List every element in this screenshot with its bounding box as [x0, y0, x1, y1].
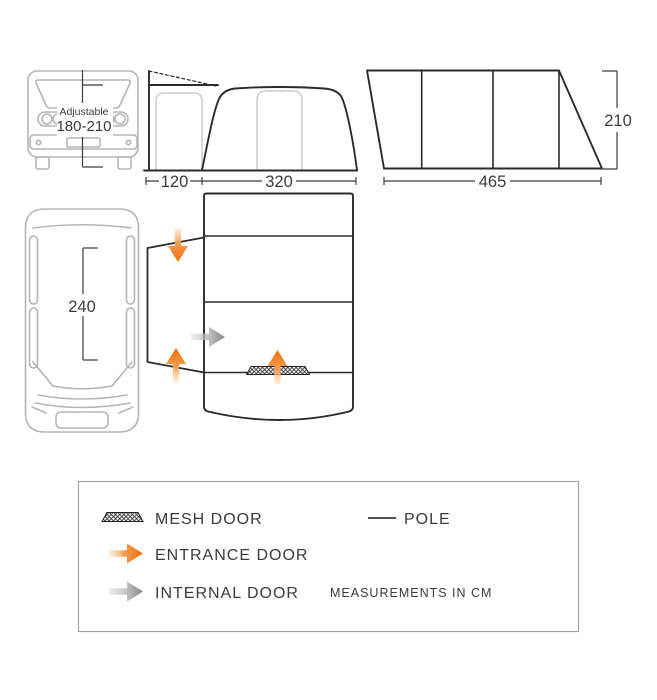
- van-length-label: 240: [68, 298, 96, 316]
- internal-door-arrow: [191, 327, 225, 347]
- body-width-label: 320: [265, 173, 293, 191]
- legend-pole-label: POLE: [404, 511, 451, 528]
- van-bumper-detail-left: [36, 140, 40, 144]
- van-front-corner-left: [32, 407, 46, 413]
- van-windshield: [33, 362, 132, 389]
- front-width-label: 465: [478, 173, 507, 191]
- awning-side-view: [144, 71, 357, 171]
- door-arrows: [166, 228, 288, 384]
- legend-entrance-door-label: ENTRANCE DOOR: [155, 547, 309, 564]
- awning-floor-plan: [148, 194, 354, 421]
- van-left-wheel: [36, 157, 49, 169]
- van-length-dimension: [63, 248, 103, 360]
- awning-dome-outline: [202, 87, 357, 170]
- side-view-dimensions: [146, 173, 356, 191]
- awning-door-outline: [257, 91, 302, 169]
- van-left-rail-rear: [30, 236, 38, 304]
- entrance-door-arrow-icon: [109, 544, 143, 564]
- adjustable-label: Adjustable: [59, 106, 109, 118]
- rear-height-dimension: [56, 70, 113, 167]
- awning-front-view: [367, 71, 602, 169]
- entrance-door-arrow-top: [168, 228, 188, 262]
- van-bumper-detail-right: [126, 140, 130, 144]
- adjustable-connection-dashed-line: [149, 71, 216, 86]
- mesh-door-icon: [102, 513, 143, 522]
- front-panel-pole-lines: [422, 71, 559, 169]
- van-rear-hatch-line: [33, 225, 131, 228]
- measurements-note: MEASUREMENTS IN CM: [330, 586, 493, 600]
- legend: [79, 482, 579, 632]
- van-front-grille: [56, 412, 108, 428]
- legend-mesh-door-label: MESH DOOR: [155, 511, 263, 528]
- entrance-door-arrow-bottom: [166, 348, 186, 382]
- legend-box: [79, 482, 579, 632]
- front-panel-outline: [367, 71, 602, 169]
- van-left-rail-front: [30, 308, 38, 368]
- van-right-headlight-outer: [115, 114, 125, 124]
- legend-internal-door-label: INTERNAL DOOR: [155, 585, 299, 602]
- van-right-rail-rear: [127, 236, 135, 304]
- van-right-wheel: [118, 157, 131, 169]
- height-range-label: 180-210: [56, 118, 112, 135]
- van-top-view: [26, 209, 139, 432]
- van-left-headlight-outer: [42, 114, 52, 124]
- tunnel-door-outline: [156, 93, 202, 169]
- floor-plan-outline: [204, 194, 353, 421]
- front-height-label: 210: [604, 112, 632, 130]
- van-right-rail-front: [127, 308, 135, 368]
- van-front-corner-right: [119, 407, 133, 413]
- van-cowl-line: [35, 403, 130, 408]
- van-hood-line: [38, 395, 127, 399]
- internal-door-arrow-icon: [109, 582, 143, 602]
- van-license-plate: [67, 138, 100, 147]
- tunnel-width-label: 120: [160, 173, 189, 191]
